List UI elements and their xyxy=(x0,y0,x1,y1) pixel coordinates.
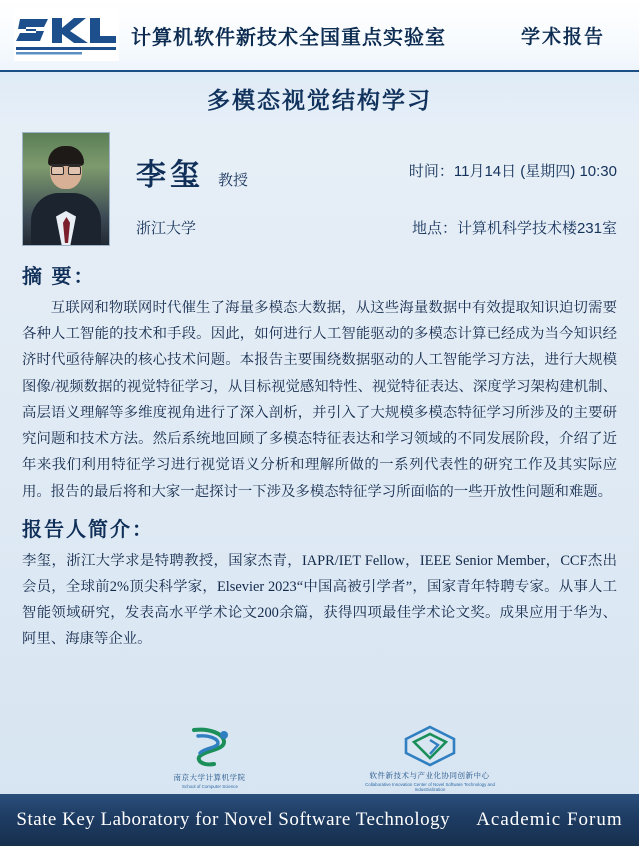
portrait-hair xyxy=(48,146,84,166)
talk-meta xyxy=(353,132,617,244)
nju-cs-name-en: School of Computer Science xyxy=(181,784,238,789)
collaborative-center-logo xyxy=(355,723,505,792)
talk-title-band xyxy=(0,72,639,124)
abstract-section xyxy=(0,260,639,505)
poster-header xyxy=(0,0,639,72)
bio-body: 李玺，浙江大学求是特聘教授，国家杰青，IAPR/IET Fellow，IEEE Senior Member，CCF杰出会员，全球前2%顶尖科学家，Elsevier 2023“中国高被引学者”，国家青年特聘专家。从事人工智能领域研究，发表高水平学术论文200余篇，获得四项最佳学术论文奖。成果应用于华为、阿里、海康等企业。 xyxy=(22,552,617,648)
nju-cs-name-cn: 南京大学计算机学院 xyxy=(173,773,246,782)
abstract-body: 互联网和物联网时代催生了海量多模态大数据，从这些海量数据中有效提取知识迫切需要各种人工智能的技术和手段。因此，如何进行人工智能驱动的多模态计算已经成为当今知识经济时代亟待解决的核心技术问题。本报告主要围绕数据驱动的人工智能学习方法，进行大规模图像/视频数据的视觉特征学习，从目标视觉感知特性、视觉特征表达、深度学习架构建机制、高层语义理解等多维度视角进行了深入剖析，并引入了大规模多模态特征学习所涉及的主要研究问题和技术方法。然后系统地回顾了多模态特征表达和学习领域的不同发展阶段，介绍了近年来我们利用特征学习进行视觉语义分析和理解所做的一系列代表性的研究工作及其实际应用。报告的最后将和大家一起探讨一下涉及多模态特征学习所面临的一些开放性问题和难题。 xyxy=(22,300,617,500)
abstract-heading: 摘 要： xyxy=(22,266,96,288)
portrait-glasses xyxy=(51,164,81,174)
lab-name: 计算机软件新技术全国重点实验室 xyxy=(131,26,446,49)
bio-section xyxy=(0,513,639,653)
talk-title: 多模态视觉结构学习 xyxy=(207,86,432,113)
speaker-section xyxy=(0,124,639,252)
footer-forum-name: Academic Forum xyxy=(476,809,623,830)
talk-time: 时间：11月14日 (星期四) 10:30 xyxy=(408,163,617,180)
speaker-info xyxy=(110,132,353,244)
collaborative-center-name-en: Collaborative Innovation Center of Novel Software Technology and Industrialization xyxy=(364,781,495,792)
talk-place: 地点：计算机科学技术楼231室 xyxy=(411,220,617,237)
nju-cs-logo xyxy=(135,725,285,789)
poster-footer xyxy=(0,794,639,846)
skl-logo xyxy=(14,9,119,61)
speaker-affiliation: 浙江大学 xyxy=(136,220,197,237)
speaker-role: 教授 xyxy=(218,172,249,189)
event-type: 学术报告 xyxy=(520,26,605,48)
collaborative-center-name-cn: 软件新技术与产业化协同创新中心 xyxy=(369,770,490,780)
collaborative-center-mark-icon xyxy=(355,723,505,769)
footer-lab-name: State Key Laboratory for Novel Software Technology xyxy=(16,809,451,830)
nju-cs-mark-icon xyxy=(135,725,285,771)
speaker-portrait xyxy=(22,132,110,246)
bio-heading: 报告人简介： xyxy=(22,518,154,541)
speaker-name: 李玺 xyxy=(136,159,204,192)
org-logos xyxy=(0,720,639,794)
speaker-name-line xyxy=(136,132,353,194)
